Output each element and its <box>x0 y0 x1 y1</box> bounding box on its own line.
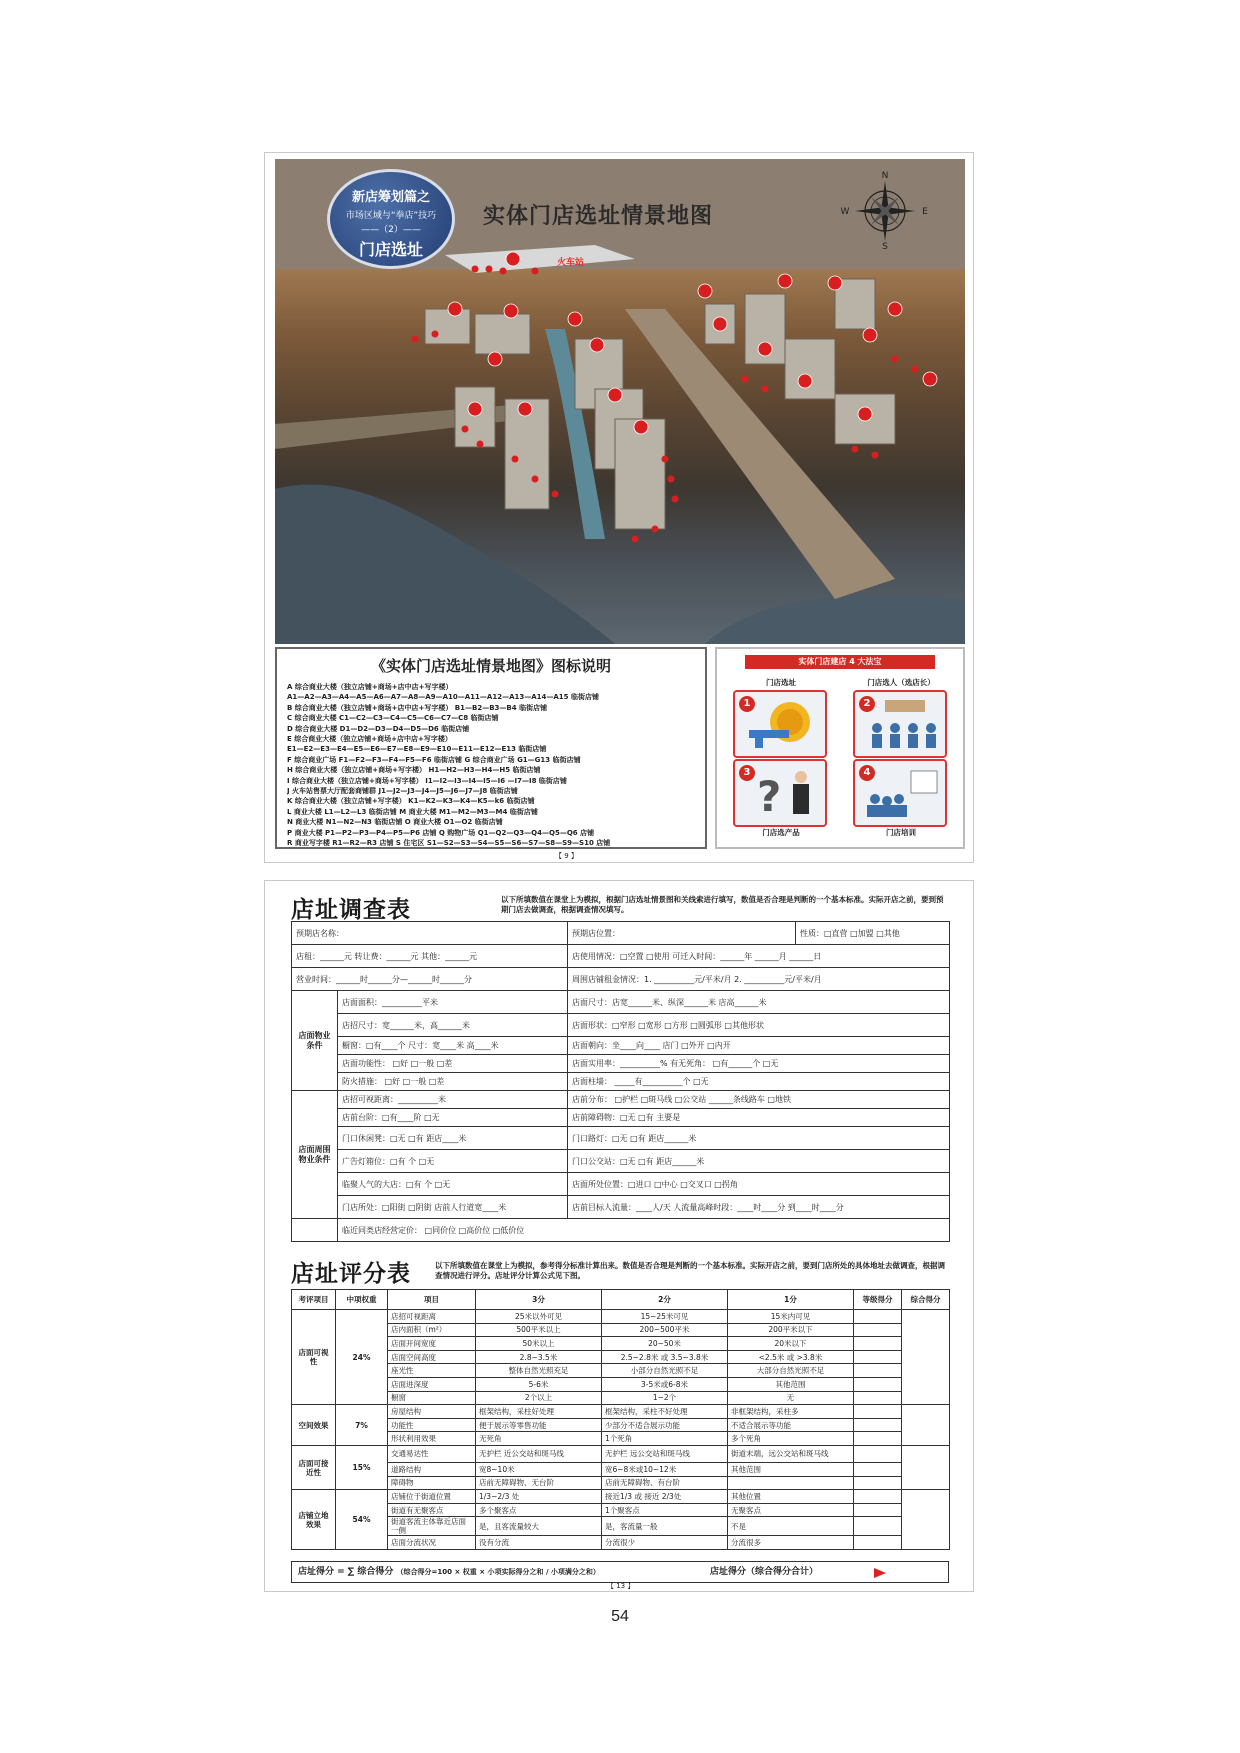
item-name: 座光性 <box>388 1364 476 1378</box>
table-row <box>292 1405 950 1419</box>
score-3: 25米以外可见 <box>476 1310 602 1324</box>
small-marker <box>632 536 639 543</box>
tip-number: 2 <box>859 696 875 712</box>
page-number-inner: 【 13 】 <box>607 1582 635 1590</box>
survey-field[interactable]: 临近同类店经营定价： □同价位 □高价位 □低价位 <box>338 1219 950 1242</box>
marker-d <box>568 312 582 326</box>
grade-score-cell[interactable] <box>854 1476 902 1490</box>
tip-image-training <box>853 759 947 827</box>
table-row <box>292 1323 950 1337</box>
map-title: 实体门店选址情景地图 <box>483 204 714 229</box>
table-row <box>292 1073 950 1091</box>
small-marker <box>742 376 749 383</box>
item-name: 店铺位于街道位置 <box>388 1490 476 1504</box>
survey-field[interactable]: 店招可视距离：__________米 <box>338 1091 568 1109</box>
table-row <box>292 1377 950 1391</box>
grade-score-cell[interactable] <box>854 1391 902 1405</box>
formula-detail: （综合得分=100 × 权重 × 小项实际得分之和 / 小项满分之和） <box>396 1568 600 1576</box>
marker-l <box>798 374 812 388</box>
tip-number: 1 <box>739 696 755 712</box>
score-1: 街道末端，远公交站和斑马线 <box>728 1445 854 1462</box>
score-2: 店前无障碍物、有台阶 <box>602 1476 728 1490</box>
page-number-inner: 【 9 】 <box>555 852 578 860</box>
small-marker <box>462 426 469 433</box>
small-marker <box>912 366 919 373</box>
table-row <box>292 1037 950 1055</box>
small-marker <box>872 452 879 459</box>
table-row <box>292 1536 950 1550</box>
table-row <box>292 1517 950 1536</box>
grade-score-cell[interactable] <box>854 1405 902 1419</box>
table-row <box>292 968 950 991</box>
legend-title: 《实体门店选址情景地图》图标说明 <box>370 657 611 675</box>
table-row <box>292 991 950 1014</box>
marker-s2 <box>828 276 842 290</box>
column-header: 考评项目 <box>292 1290 336 1310</box>
score-2: 宽6~8米或10~12米 <box>602 1462 728 1476</box>
formula-left: 店址得分 = ∑ 综合得分 <box>298 1567 394 1577</box>
small-marker <box>652 526 659 533</box>
compass-icon <box>837 169 933 249</box>
tip-label: 门店选人（选店长） <box>867 678 935 687</box>
building-i <box>425 309 470 344</box>
total-score-cell[interactable] <box>902 1445 950 1489</box>
survey-field[interactable]: 临聚人气的大店：□有 个 □无 <box>338 1173 568 1196</box>
score-1: 200平米以下 <box>728 1323 854 1337</box>
marker-p <box>713 317 727 331</box>
table-row <box>292 1476 950 1490</box>
marker-i <box>448 302 462 316</box>
small-marker <box>552 491 559 498</box>
legend-line: E1—E2—E3—E4—E5—E6—E7—E8—E9—E10—E11—E12—E13 临街店铺 <box>287 745 547 754</box>
form-page <box>264 880 974 1592</box>
score-3: 宽8~10米 <box>476 1462 602 1476</box>
score-2: 1个死角 <box>602 1432 728 1446</box>
marker-e <box>518 402 532 416</box>
legend-line: A 综合商业大楼（独立店铺+商场+店中店+写字楼） <box>287 683 453 691</box>
item-name: 障碍物 <box>388 1476 476 1490</box>
survey-field[interactable]: 店招尺寸：宽______米，高______米 <box>338 1014 568 1037</box>
table-row <box>292 1432 950 1446</box>
item-name: 店内面积（m²） <box>388 1323 476 1337</box>
legend-line: E 综合商业大楼（独立店铺+商场+店中店+写字楼） <box>287 735 452 744</box>
badge-line-4: 门店选址 <box>358 240 423 259</box>
compass-w: W <box>840 207 850 217</box>
item-name: 橱窗 <box>388 1391 476 1405</box>
score-2: 是，客流量一般 <box>602 1517 728 1536</box>
table-row <box>292 1055 950 1073</box>
survey-store-name[interactable]: 预期店名称： <box>292 922 568 945</box>
score-formula <box>291 1561 949 1583</box>
station-label: 火车站 <box>557 258 585 268</box>
column-header: 等级得分 <box>854 1290 902 1310</box>
survey-field[interactable]: 门口路灯：□无 □有 距店______米 <box>568 1127 950 1150</box>
legend-line: N 商业大楼 N1—N2—N3 临街店铺 O 商业大楼 O1—O2 临街店铺 <box>287 818 503 827</box>
score-3: 是，且客流量较大 <box>476 1517 602 1536</box>
table-row <box>292 1364 950 1378</box>
score-1: 其他范围 <box>728 1462 854 1476</box>
score-3: 多个聚客点 <box>476 1503 602 1517</box>
tip-image-select-product <box>733 759 827 827</box>
page-number: 54 <box>611 1608 629 1625</box>
score-2: 15~25米可见 <box>602 1310 728 1324</box>
group-name: 店面可接近性 <box>292 1445 336 1489</box>
table-row <box>292 1503 950 1517</box>
table-row <box>292 1127 950 1150</box>
legend-line: I 综合商业大楼（独立店铺+商场+写字楼） I1—I2—I3—I4—I5—I6 —I7—I8 临街店铺 <box>287 776 567 785</box>
column-header: 3分 <box>476 1290 602 1310</box>
score-3: 无死角 <box>476 1432 602 1446</box>
small-marker <box>532 476 539 483</box>
marker-q <box>923 372 937 386</box>
badge-line-3: ——（2）—— <box>361 225 421 235</box>
small-marker <box>412 336 419 343</box>
table-row <box>292 1173 950 1196</box>
tips-heading: 实体门店建店 4 大法宝 <box>745 655 935 669</box>
badge-line-2: 市场区域与“拳店”技巧 <box>345 211 437 221</box>
legend-line: R 商业写字楼 R1—R2—R3 店铺 S 住宅区 S1—S2—S3—S4—S5—S6—S7—S8—S9—S10 店铺 <box>287 839 611 848</box>
survey-field[interactable]: 广告灯箱位：□有 个 □无 <box>338 1150 568 1173</box>
survey-field[interactable]: 店面朝向：坐____向____ 店门 □外开 □内开 <box>568 1037 950 1055</box>
item-name: 街道有无聚客点 <box>388 1503 476 1517</box>
survey-empty-cell <box>292 1219 338 1242</box>
compass-n: N <box>881 171 889 181</box>
column-header: 项目 <box>388 1290 476 1310</box>
score-2: 1个聚客点 <box>602 1503 728 1517</box>
site-survey-table <box>291 921 950 1242</box>
score-note: 以下所填数值在课堂上为模拟，参考得分标准计算出来。数值是否合理是判断的一个基本标准。实际开店之前，要到门店所处的具体地址去做调查，根据调查情况进行评分。店址评分计算公式见下图。 <box>435 1261 945 1280</box>
score-3: 2.8~3.5米 <box>476 1350 602 1364</box>
score-3: 500平米以上 <box>476 1323 602 1337</box>
table-row <box>292 1014 950 1037</box>
legend-line: F 综合商业广场 F1—F2—F3—F4—F5—F6 临街店铺 G 综合商业广场 G1—G13 临街店铺 <box>287 755 581 764</box>
score-1: 无 <box>728 1391 854 1405</box>
score-1: 不适合展示等功能 <box>728 1418 854 1432</box>
grade-score-cell[interactable] <box>854 1503 902 1517</box>
table-row <box>292 1462 950 1476</box>
small-marker <box>852 446 859 453</box>
survey-rent[interactable]: 店租：______元 转让费：______元 其他：______元 <box>292 945 568 968</box>
group-property-conditions: 店面物业条件 <box>292 991 338 1091</box>
small-marker <box>500 268 507 275</box>
item-name: 店面开间宽度 <box>388 1337 476 1351</box>
score-2: 1~2个 <box>602 1391 728 1405</box>
group-weight: 7% <box>336 1405 388 1446</box>
marker-j <box>506 252 520 266</box>
column-header: 1分 <box>728 1290 854 1310</box>
survey-field[interactable]: 店面功能性： □好 □一般 □差 <box>338 1055 568 1073</box>
legend-line: P 商业大楼 P1—P2—P3—P4—P5—P6 店铺 Q 购物广场 Q1—Q2—Q3—Q4—Q5—Q6 店铺 <box>287 828 595 837</box>
grade-score-cell[interactable] <box>854 1418 902 1432</box>
tip-label: 门店选产品 <box>762 828 800 837</box>
legend-line: A1—A2—A3—A4—A5—A6—A7—A8—A9—A10—A11—A12—A13—A14—A15 临街店铺 <box>287 693 599 702</box>
tip-number: 4 <box>859 765 875 781</box>
tip-item <box>733 677 829 758</box>
small-marker <box>477 441 484 448</box>
legend-line: C 综合商业大楼 C1—C2—C3—C4—C5—C6—C7—C8 临街店铺 <box>287 714 499 723</box>
score-3: 5-6米 <box>476 1377 602 1391</box>
group-name: 店面可视性 <box>292 1310 336 1405</box>
group-name: 空间效果 <box>292 1405 336 1446</box>
score-3: 50米以上 <box>476 1337 602 1351</box>
total-score-cell[interactable] <box>902 1405 950 1446</box>
score-1: 不是 <box>728 1517 854 1536</box>
small-marker <box>486 266 493 273</box>
item-name: 道路结构 <box>388 1462 476 1476</box>
tip-label: 门店培训 <box>886 828 916 837</box>
arrow-right-icon <box>874 1568 886 1578</box>
score-2: 分流很少 <box>602 1536 728 1550</box>
survey-field[interactable]: 店前目标人流量：____人/天 人流量高峰时段：____时____分 到____时____分 <box>568 1196 950 1219</box>
survey-note: 以下所填数值在课堂上为模拟，根据门店选址情景图和关线索进行填写，数值是否合理是判断的一个基本标准。实际开店之前，要到预期门店去做调查，根据调查情况填写。 <box>501 895 944 914</box>
tip-label: 门店选址 <box>766 678 796 687</box>
legend-line: B 综合商业大楼（独立店铺+商场+店中店+写字楼） B1—B2—B3—B4 临街店铺 <box>287 703 548 712</box>
table-row <box>292 1310 950 1324</box>
survey-field[interactable]: 店面柱墙： _____有__________个 □无 <box>568 1073 950 1091</box>
building-a <box>615 419 665 529</box>
small-marker <box>672 496 679 503</box>
tip-item <box>853 677 949 758</box>
item-name: 店招可视距离 <box>388 1310 476 1324</box>
survey-field[interactable]: 店面实用率：__________% 有无死角： □有______个 □无 <box>568 1055 950 1073</box>
score-3: 便于展示等零售功能 <box>476 1418 602 1432</box>
table-row <box>292 1337 950 1351</box>
survey-field[interactable]: 店前分布： □护栏 □斑马线 □公交站 ______条线路车 □地铁 <box>568 1091 950 1109</box>
svg-text:?: ? <box>757 772 782 821</box>
grade-score-cell[interactable] <box>854 1337 902 1351</box>
score-1: 多个死角 <box>728 1432 854 1446</box>
table-row <box>292 1445 950 1462</box>
small-marker <box>762 386 769 393</box>
survey-field[interactable]: 门口公交站：□无 □有 距店______米 <box>568 1150 950 1173</box>
table-header-row <box>292 1290 950 1310</box>
marker-n <box>863 328 877 342</box>
table-row <box>292 1219 950 1242</box>
legend-line: J 火车站售票大厅配套商铺群 J1—J2—J3—J4—J5—J6—J7—J8 临街店铺 <box>287 787 518 796</box>
grade-score-cell[interactable] <box>854 1364 902 1378</box>
column-header: 中项权重 <box>336 1290 388 1310</box>
score-3: 无护栏 近公交站和斑马线 <box>476 1445 602 1462</box>
score-2: 无护栏 远公交站和斑马线 <box>602 1445 728 1462</box>
legend-line: L 商业大楼 L1—L2—L3 临街店铺 M 商业大楼 M1—M2—M3—M4 临街店铺 <box>287 807 538 816</box>
table-row <box>292 1150 950 1173</box>
item-name: 房屋结构 <box>388 1405 476 1419</box>
total-score-cell[interactable] <box>902 1490 950 1550</box>
survey-field[interactable]: 橱窗：□有____个 尺寸：宽____米 高____米 <box>338 1037 568 1055</box>
marker-r <box>698 284 712 298</box>
score-1: 分流很多 <box>728 1536 854 1550</box>
compass-s: S <box>882 242 888 249</box>
score-title: 店址评分表 <box>291 1261 411 1287</box>
group-weight: 24% <box>336 1310 388 1405</box>
marker-c <box>590 338 604 352</box>
survey-store-location[interactable]: 预期店位置： <box>568 922 796 945</box>
grade-score-cell[interactable] <box>854 1323 902 1337</box>
building-f <box>455 387 495 447</box>
score-2: 框架结构，采柱不好处理 <box>602 1405 728 1419</box>
grade-score-cell[interactable] <box>854 1432 902 1446</box>
survey-usage[interactable]: 店使用情况：□空置 □使用 可迁入时间：______年 ______月 ______日 <box>568 945 950 968</box>
survey-field[interactable]: 店面面积：__________平米 <box>338 991 568 1014</box>
item-name: 店面进深度 <box>388 1377 476 1391</box>
score-3: 没有分流 <box>476 1536 602 1550</box>
score-2: 少部分不适合展示功能 <box>602 1418 728 1432</box>
grade-score-cell[interactable] <box>854 1536 902 1550</box>
score-1: 非框架结构，采柱多 <box>728 1405 854 1419</box>
grade-score-cell[interactable] <box>854 1490 902 1504</box>
map-page <box>264 152 974 863</box>
score-3: 2个以上 <box>476 1391 602 1405</box>
group-name: 店铺立地效果 <box>292 1490 336 1550</box>
score-3: 店前无障碍物、无台阶 <box>476 1476 602 1490</box>
small-marker <box>892 356 899 363</box>
table-row <box>292 922 950 945</box>
item-name: 交通易达性 <box>388 1445 476 1462</box>
tips-box <box>715 647 965 849</box>
group-weight: 54% <box>336 1490 388 1550</box>
grade-score-cell[interactable] <box>854 1462 902 1476</box>
badge-line-1: 新店筹划篇之 <box>351 190 430 205</box>
total-score-cell[interactable] <box>902 1310 950 1405</box>
legend-box <box>275 647 707 849</box>
item-name: 店面分流状况 <box>388 1536 476 1550</box>
survey-field[interactable]: 门店所处：□阳街 □阴街 店前人行道宽____米 <box>338 1196 568 1219</box>
group-surrounding-conditions: 店面周围物业条件 <box>292 1091 338 1219</box>
small-marker <box>662 456 669 463</box>
river <box>275 485 615 644</box>
item-name: 店面空间高度 <box>388 1350 476 1364</box>
legend-line: D 综合商业大楼 D1—D2—D3—D4—D5—D6 临街店铺 <box>287 724 470 733</box>
marker-a <box>634 420 648 434</box>
small-marker <box>472 266 479 273</box>
river-right <box>705 595 965 644</box>
tip-item <box>853 757 949 838</box>
table-row <box>292 1196 950 1219</box>
score-1: 15米内可见 <box>728 1310 854 1324</box>
survey-store-nature[interactable]: 性质：□直营 □加盟 □其他 <box>796 922 950 945</box>
item-name: 功能性 <box>388 1418 476 1432</box>
survey-field[interactable]: 店前障碍物：□无 □有 主要是 <box>568 1109 950 1127</box>
score-2: 小部分自然光照不足 <box>602 1364 728 1378</box>
group-weight: 15% <box>336 1445 388 1489</box>
building-l <box>785 339 835 399</box>
survey-hours[interactable]: 营业时间：______时______分—______时______分 <box>292 968 568 991</box>
formula-right: 店址得分（综合得分合计） <box>710 1567 819 1577</box>
marker-b <box>608 388 622 402</box>
marker-f <box>468 402 482 416</box>
score-1 <box>728 1476 854 1490</box>
score-3: 1/3~2/3 处 <box>476 1490 602 1504</box>
survey-field[interactable]: 防火措施： □好 □一般 □差 <box>338 1073 568 1091</box>
small-marker <box>432 331 439 338</box>
score-2: 20~50米 <box>602 1337 728 1351</box>
item-name: 形状利用效果 <box>388 1432 476 1446</box>
item-name: 街道客流主体靠近店面一侧 <box>388 1517 476 1536</box>
legend-line: H 综合商业大楼（独立店铺+商场+写字楼） H1—H2—H3—H4—H5 临街店铺 <box>287 766 541 775</box>
survey-nearby-rent[interactable]: 周围店铺租金情况：1. __________元/平米/月 2. __________元/平米/月 <box>568 968 950 991</box>
score-3: 整体自然光照充足 <box>476 1364 602 1378</box>
compass-e: E <box>922 207 928 217</box>
building-g <box>475 314 530 354</box>
score-1: 其他位置 <box>728 1490 854 1504</box>
chapter-badge <box>327 169 455 269</box>
marker-g <box>488 352 502 366</box>
small-marker <box>512 456 519 463</box>
table-row <box>292 1490 950 1504</box>
score-2: 2.5~2.8米 或 3.5~3.8米 <box>602 1350 728 1364</box>
score-1: 大部分自然光照不足 <box>728 1364 854 1378</box>
table-row <box>292 1350 950 1364</box>
tip-image-select-people <box>853 690 947 758</box>
column-header: 2分 <box>602 1290 728 1310</box>
grade-score-cell[interactable] <box>854 1517 902 1536</box>
score-2: 接近1/3 或 接近 2/3处 <box>602 1490 728 1504</box>
small-marker <box>532 268 539 275</box>
table-row <box>292 1391 950 1405</box>
score-2: 200~500平米 <box>602 1323 728 1337</box>
column-header: 综合得分 <box>902 1290 950 1310</box>
marker-s1 <box>778 274 792 288</box>
score-1: 20米以下 <box>728 1337 854 1351</box>
grade-score-cell[interactable] <box>854 1445 902 1462</box>
survey-title: 店址调查表 <box>291 897 411 923</box>
legend-line: K 综合商业大楼（独立店铺+写字楼） K1—K2—K3—K4—K5—k6 临街店铺 <box>287 797 535 806</box>
marker-m <box>758 342 772 356</box>
survey-field[interactable]: 店面形状：□窄形 □宽形 □方形 □圆弧形 □其他形状 <box>568 1014 950 1037</box>
aerial-map-photo <box>275 159 965 644</box>
grade-score-cell[interactable] <box>854 1350 902 1364</box>
tip-image-store-location <box>733 690 827 758</box>
marker-k <box>858 407 872 421</box>
survey-field[interactable]: 店面尺寸：店宽______米、纵深______米 店高______米 <box>568 991 950 1014</box>
tip-number: 3 <box>739 765 755 781</box>
table-row <box>292 1418 950 1432</box>
score-1: 无聚客点 <box>728 1503 854 1517</box>
site-score-table <box>291 1289 950 1550</box>
survey-field[interactable]: 门口休闲凳：□无 □有 距店____米 <box>338 1127 568 1150</box>
survey-field[interactable]: 店面所处位置：□进口 □中心 □交叉口 □拐角 <box>568 1173 950 1196</box>
table-row <box>292 1091 950 1109</box>
table-row <box>292 1109 950 1127</box>
marker-o <box>888 302 902 316</box>
grade-score-cell[interactable] <box>854 1377 902 1391</box>
score-1: <2.5米 或 >3.8米 <box>728 1350 854 1364</box>
small-marker <box>668 476 675 483</box>
score-1: 其他范围 <box>728 1377 854 1391</box>
tip-item <box>733 757 829 838</box>
score-3: 框架结构，采柱好处理 <box>476 1405 602 1419</box>
table-row <box>292 945 950 968</box>
score-2: 3-5米或6-8米 <box>602 1377 728 1391</box>
survey-field[interactable]: 店前台阶：□有____阶 □无 <box>338 1109 568 1127</box>
marker-h <box>504 304 518 318</box>
grade-score-cell[interactable] <box>854 1310 902 1324</box>
